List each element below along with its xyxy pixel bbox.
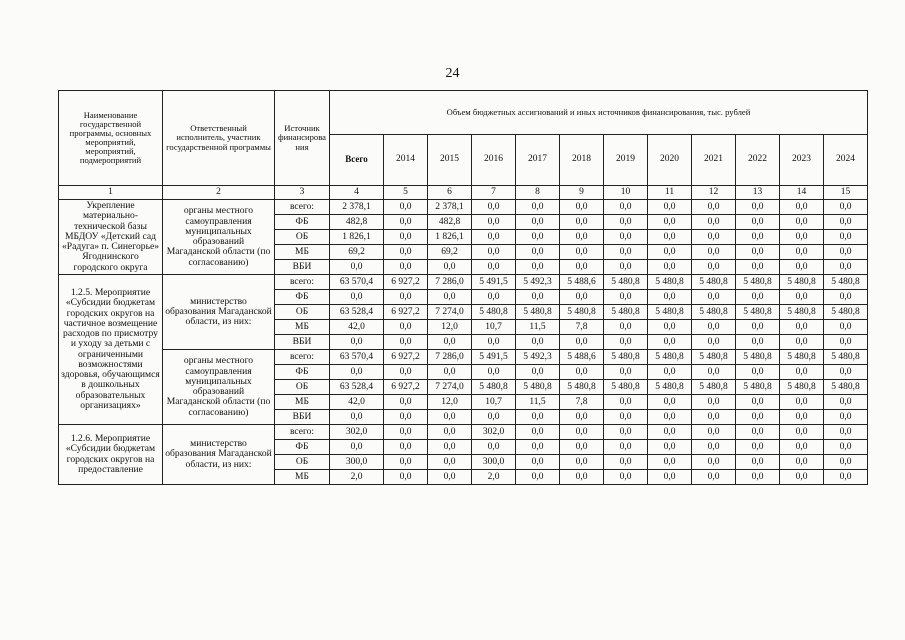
value-year: 0,0 bbox=[824, 425, 868, 440]
value-year: 0,0 bbox=[692, 470, 736, 485]
value-year: 0,0 bbox=[384, 455, 428, 470]
value-year: 0,0 bbox=[428, 470, 472, 485]
value-year: 5 480,8 bbox=[736, 380, 780, 395]
value-year: 0,0 bbox=[560, 335, 604, 350]
funding-source: ФБ bbox=[275, 290, 330, 305]
value-year: 0,0 bbox=[648, 410, 692, 425]
funding-source: всего: bbox=[275, 425, 330, 440]
value-total: 482,8 bbox=[330, 215, 384, 230]
value-year: 0,0 bbox=[472, 260, 516, 275]
value-total: 42,0 bbox=[330, 320, 384, 335]
column-number: 9 bbox=[560, 186, 604, 200]
header-year: 2016 bbox=[472, 135, 516, 186]
value-year: 6 927,2 bbox=[384, 380, 428, 395]
value-year: 6 927,2 bbox=[384, 305, 428, 320]
header-year: 2018 bbox=[560, 135, 604, 186]
value-year: 0,0 bbox=[736, 320, 780, 335]
value-year: 0,0 bbox=[604, 395, 648, 410]
value-year: 5 480,8 bbox=[780, 350, 824, 365]
value-year: 7 286,0 bbox=[428, 275, 472, 290]
value-year: 0,0 bbox=[736, 410, 780, 425]
value-year: 11,5 bbox=[516, 395, 560, 410]
responsible-executor: министерство образования Магаданской области, из них: bbox=[163, 275, 275, 350]
value-year: 0,0 bbox=[692, 335, 736, 350]
header-year: 2023 bbox=[780, 135, 824, 186]
value-year: 5 492,3 bbox=[516, 350, 560, 365]
value-year: 0,0 bbox=[516, 365, 560, 380]
value-year: 0,0 bbox=[604, 425, 648, 440]
value-year: 2,0 bbox=[472, 470, 516, 485]
value-year: 0,0 bbox=[428, 335, 472, 350]
header-year: 2015 bbox=[428, 135, 472, 186]
value-year: 0,0 bbox=[428, 425, 472, 440]
responsible-executor: министерство образования Магаданской области, из них: bbox=[163, 425, 275, 485]
value-year: 0,0 bbox=[648, 230, 692, 245]
value-year: 0,0 bbox=[560, 245, 604, 260]
value-year: 0,0 bbox=[516, 455, 560, 470]
value-year: 0,0 bbox=[428, 410, 472, 425]
value-total: 1 826,1 bbox=[330, 230, 384, 245]
value-year: 0,0 bbox=[692, 215, 736, 230]
value-year: 0,0 bbox=[604, 215, 648, 230]
value-year: 0,0 bbox=[692, 440, 736, 455]
header-year: 2020 bbox=[648, 135, 692, 186]
value-total: 0,0 bbox=[330, 335, 384, 350]
value-year: 482,8 bbox=[428, 215, 472, 230]
value-year: 0,0 bbox=[824, 365, 868, 380]
program-name: Укрепление материально-технической базы МБДОУ «Детский сад «Радуга» п. Синегорье» Ягоднинского городского округа bbox=[59, 200, 163, 275]
funding-source: всего: bbox=[275, 350, 330, 365]
value-year: 0,0 bbox=[604, 410, 648, 425]
value-year: 0,0 bbox=[780, 230, 824, 245]
value-total: 0,0 bbox=[330, 290, 384, 305]
value-year: 0,0 bbox=[384, 320, 428, 335]
value-year: 0,0 bbox=[824, 455, 868, 470]
value-year: 11,5 bbox=[516, 320, 560, 335]
column-number: 15 bbox=[824, 186, 868, 200]
value-year: 0,0 bbox=[824, 410, 868, 425]
responsible-executor: органы местного самоуправления муниципальных образований Магаданской области (по согласованию) bbox=[163, 200, 275, 275]
value-total: 42,0 bbox=[330, 395, 384, 410]
value-total: 0,0 bbox=[330, 440, 384, 455]
value-year: 5 480,8 bbox=[472, 305, 516, 320]
value-year: 0,0 bbox=[824, 470, 868, 485]
value-year: 0,0 bbox=[560, 425, 604, 440]
value-year: 0,0 bbox=[736, 335, 780, 350]
value-year: 0,0 bbox=[560, 470, 604, 485]
value-year: 0,0 bbox=[648, 320, 692, 335]
value-year: 5 488,6 bbox=[560, 275, 604, 290]
value-year: 0,0 bbox=[824, 230, 868, 245]
value-year: 0,0 bbox=[736, 470, 780, 485]
value-year: 0,0 bbox=[472, 440, 516, 455]
value-year: 0,0 bbox=[780, 395, 824, 410]
value-year: 0,0 bbox=[516, 440, 560, 455]
value-year: 0,0 bbox=[692, 230, 736, 245]
value-year: 0,0 bbox=[736, 425, 780, 440]
value-year: 0,0 bbox=[604, 245, 648, 260]
table-row bbox=[59, 200, 868, 215]
value-year: 0,0 bbox=[780, 215, 824, 230]
value-year: 0,0 bbox=[736, 290, 780, 305]
value-year: 0,0 bbox=[560, 410, 604, 425]
value-year: 0,0 bbox=[384, 440, 428, 455]
value-year: 0,0 bbox=[604, 335, 648, 350]
value-year: 0,0 bbox=[516, 215, 560, 230]
value-year: 0,0 bbox=[516, 290, 560, 305]
funding-source: ВБИ bbox=[275, 260, 330, 275]
value-year: 0,0 bbox=[384, 470, 428, 485]
value-year: 0,0 bbox=[780, 290, 824, 305]
header-name: Наименование государственной программы, основных мероприятий, мероприятий, подмероприятий bbox=[59, 91, 163, 186]
table-header bbox=[59, 91, 868, 200]
value-year: 0,0 bbox=[384, 395, 428, 410]
column-number: 7 bbox=[472, 186, 516, 200]
value-year: 0,0 bbox=[736, 440, 780, 455]
financing-table bbox=[58, 90, 868, 485]
value-year: 0,0 bbox=[604, 470, 648, 485]
value-year: 0,0 bbox=[472, 200, 516, 215]
value-year: 5 480,8 bbox=[824, 380, 868, 395]
value-year: 0,0 bbox=[516, 200, 560, 215]
value-year: 0,0 bbox=[604, 200, 648, 215]
table-body bbox=[59, 200, 868, 485]
value-year: 0,0 bbox=[560, 230, 604, 245]
value-year: 6 927,2 bbox=[384, 350, 428, 365]
header-year: 2017 bbox=[516, 135, 560, 186]
value-total: 0,0 bbox=[330, 410, 384, 425]
value-year: 0,0 bbox=[604, 320, 648, 335]
value-year: 0,0 bbox=[736, 245, 780, 260]
value-year: 0,0 bbox=[824, 395, 868, 410]
value-total: 2 378,1 bbox=[330, 200, 384, 215]
value-year: 69,2 bbox=[428, 245, 472, 260]
value-year: 0,0 bbox=[604, 455, 648, 470]
value-year: 0,0 bbox=[516, 410, 560, 425]
value-total: 300,0 bbox=[330, 455, 384, 470]
value-total: 63 528,4 bbox=[330, 305, 384, 320]
value-year: 0,0 bbox=[516, 335, 560, 350]
column-number: 13 bbox=[736, 186, 780, 200]
program-name: 1.2.5. Мероприятие «Субсидии бюджетам городских округов на частичное возмещение расходов по присмотру и уходу за детьми с ограниченными возможностями здоровья, обучающимся в дошкольных образовательных организациях» bbox=[59, 275, 163, 425]
value-year: 0,0 bbox=[780, 245, 824, 260]
value-year: 0,0 bbox=[692, 260, 736, 275]
value-year: 0,0 bbox=[824, 335, 868, 350]
value-year: 5 480,8 bbox=[780, 380, 824, 395]
value-year: 5 480,8 bbox=[736, 350, 780, 365]
value-year: 5 480,8 bbox=[648, 275, 692, 290]
header-year: 2024 bbox=[824, 135, 868, 186]
value-year: 5 480,8 bbox=[604, 350, 648, 365]
value-year: 5 480,8 bbox=[604, 380, 648, 395]
value-year: 5 480,8 bbox=[516, 305, 560, 320]
value-year: 0,0 bbox=[736, 215, 780, 230]
value-year: 5 480,8 bbox=[736, 275, 780, 290]
value-year: 0,0 bbox=[384, 290, 428, 305]
value-year: 5 480,8 bbox=[692, 380, 736, 395]
value-year: 0,0 bbox=[692, 395, 736, 410]
value-year: 0,0 bbox=[780, 455, 824, 470]
program-name: 1.2.6. Мероприятие «Субсидии бюджетам городских округов на предоставление bbox=[59, 425, 163, 485]
value-year: 0,0 bbox=[560, 455, 604, 470]
value-year: 1 826,1 bbox=[428, 230, 472, 245]
value-year: 5 480,8 bbox=[516, 380, 560, 395]
header-year: 2021 bbox=[692, 135, 736, 186]
header-volume: Объем бюджетных ассигнований и иных источников финансирования, тыс. рублей bbox=[330, 91, 868, 135]
value-year: 0,0 bbox=[648, 215, 692, 230]
value-year: 0,0 bbox=[560, 215, 604, 230]
funding-source: всего: bbox=[275, 275, 330, 290]
header-source: Источник финансирова ния bbox=[275, 91, 330, 186]
column-number: 8 bbox=[516, 186, 560, 200]
value-year: 0,0 bbox=[736, 200, 780, 215]
funding-source: МБ bbox=[275, 245, 330, 260]
value-year: 0,0 bbox=[780, 365, 824, 380]
column-number: 6 bbox=[428, 186, 472, 200]
value-year: 0,0 bbox=[516, 260, 560, 275]
value-year: 0,0 bbox=[472, 365, 516, 380]
value-year: 0,0 bbox=[428, 440, 472, 455]
column-number: 5 bbox=[384, 186, 428, 200]
value-year: 5 480,8 bbox=[692, 350, 736, 365]
column-number: 3 bbox=[275, 186, 330, 200]
value-year: 0,0 bbox=[384, 425, 428, 440]
value-year: 6 927,2 bbox=[384, 275, 428, 290]
value-year: 0,0 bbox=[560, 260, 604, 275]
value-year: 5 492,3 bbox=[516, 275, 560, 290]
funding-source: ОБ bbox=[275, 380, 330, 395]
value-year: 7 286,0 bbox=[428, 350, 472, 365]
funding-source: ОБ bbox=[275, 230, 330, 245]
value-year: 0,0 bbox=[824, 215, 868, 230]
value-year: 0,0 bbox=[824, 440, 868, 455]
value-year: 12,0 bbox=[428, 395, 472, 410]
value-year: 7,8 bbox=[560, 395, 604, 410]
value-year: 0,0 bbox=[824, 245, 868, 260]
header-year: 2019 bbox=[604, 135, 648, 186]
value-year: 0,0 bbox=[604, 260, 648, 275]
value-total: 2,0 bbox=[330, 470, 384, 485]
value-year: 0,0 bbox=[560, 440, 604, 455]
value-year: 0,0 bbox=[472, 245, 516, 260]
value-year: 5 480,8 bbox=[780, 305, 824, 320]
value-year: 7,8 bbox=[560, 320, 604, 335]
value-year: 5 480,8 bbox=[604, 275, 648, 290]
value-year: 0,0 bbox=[428, 455, 472, 470]
value-year: 0,0 bbox=[384, 215, 428, 230]
value-year: 0,0 bbox=[824, 200, 868, 215]
value-total: 63 528,4 bbox=[330, 380, 384, 395]
value-year: 7 274,0 bbox=[428, 380, 472, 395]
funding-source: МБ bbox=[275, 470, 330, 485]
funding-source: ОБ bbox=[275, 305, 330, 320]
column-number: 1 bbox=[59, 186, 163, 200]
value-total: 69,2 bbox=[330, 245, 384, 260]
value-year: 5 480,8 bbox=[560, 380, 604, 395]
value-year: 5 491,5 bbox=[472, 350, 516, 365]
funding-source: ФБ bbox=[275, 440, 330, 455]
header-year: 2014 bbox=[384, 135, 428, 186]
value-year: 0,0 bbox=[384, 260, 428, 275]
value-year: 0,0 bbox=[692, 245, 736, 260]
value-year: 0,0 bbox=[428, 290, 472, 305]
value-year: 0,0 bbox=[472, 230, 516, 245]
value-year: 0,0 bbox=[648, 395, 692, 410]
table-row bbox=[59, 350, 868, 365]
value-year: 10,7 bbox=[472, 320, 516, 335]
value-year: 0,0 bbox=[648, 470, 692, 485]
value-year: 302,0 bbox=[472, 425, 516, 440]
value-year: 10,7 bbox=[472, 395, 516, 410]
value-year: 0,0 bbox=[692, 200, 736, 215]
value-year: 0,0 bbox=[560, 200, 604, 215]
value-year: 0,0 bbox=[648, 455, 692, 470]
value-year: 5 480,8 bbox=[648, 350, 692, 365]
value-year: 0,0 bbox=[736, 395, 780, 410]
value-year: 0,0 bbox=[384, 335, 428, 350]
table-row bbox=[59, 275, 868, 290]
responsible-executor: органы местного самоуправления муниципальных образований Магаданской области (по согласованию) bbox=[163, 350, 275, 425]
value-year: 5 480,8 bbox=[736, 305, 780, 320]
column-number-row bbox=[59, 186, 868, 200]
value-year: 5 480,8 bbox=[648, 305, 692, 320]
value-year: 300,0 bbox=[472, 455, 516, 470]
value-year: 0,0 bbox=[560, 290, 604, 305]
value-year: 5 480,8 bbox=[692, 305, 736, 320]
value-year: 0,0 bbox=[516, 425, 560, 440]
value-year: 0,0 bbox=[384, 230, 428, 245]
value-year: 0,0 bbox=[516, 230, 560, 245]
value-year: 0,0 bbox=[648, 245, 692, 260]
value-year: 0,0 bbox=[692, 320, 736, 335]
value-year: 5 480,8 bbox=[472, 380, 516, 395]
value-year: 0,0 bbox=[824, 320, 868, 335]
column-number: 10 bbox=[604, 186, 648, 200]
funding-source: МБ bbox=[275, 320, 330, 335]
value-total: 63 570,4 bbox=[330, 350, 384, 365]
value-year: 0,0 bbox=[428, 365, 472, 380]
funding-source: ВБИ bbox=[275, 410, 330, 425]
funding-source: ВБИ bbox=[275, 335, 330, 350]
value-year: 5 480,8 bbox=[824, 350, 868, 365]
value-year: 0,0 bbox=[384, 245, 428, 260]
column-number: 4 bbox=[330, 186, 384, 200]
value-year: 0,0 bbox=[780, 410, 824, 425]
value-year: 0,0 bbox=[560, 365, 604, 380]
value-year: 0,0 bbox=[384, 410, 428, 425]
value-total: 0,0 bbox=[330, 260, 384, 275]
value-year: 0,0 bbox=[472, 410, 516, 425]
value-year: 0,0 bbox=[824, 290, 868, 305]
value-year: 0,0 bbox=[648, 290, 692, 305]
header-responsible: Ответственный исполнитель, участник государственной программы bbox=[163, 91, 275, 186]
value-year: 0,0 bbox=[780, 335, 824, 350]
value-year: 0,0 bbox=[648, 335, 692, 350]
funding-source: ФБ bbox=[275, 215, 330, 230]
value-year: 0,0 bbox=[780, 425, 824, 440]
value-year: 5 480,8 bbox=[560, 305, 604, 320]
value-year: 0,0 bbox=[604, 290, 648, 305]
value-year: 0,0 bbox=[604, 440, 648, 455]
funding-source: МБ bbox=[275, 395, 330, 410]
funding-source: всего: bbox=[275, 200, 330, 215]
value-year: 5 480,8 bbox=[648, 380, 692, 395]
value-year: 0,0 bbox=[780, 320, 824, 335]
value-year: 0,0 bbox=[780, 440, 824, 455]
column-number: 14 bbox=[780, 186, 824, 200]
value-year: 12,0 bbox=[428, 320, 472, 335]
value-year: 0,0 bbox=[648, 365, 692, 380]
header-year: 2022 bbox=[736, 135, 780, 186]
value-year: 0,0 bbox=[648, 260, 692, 275]
value-year: 7 274,0 bbox=[428, 305, 472, 320]
value-year: 0,0 bbox=[472, 215, 516, 230]
value-year: 0,0 bbox=[692, 425, 736, 440]
value-year: 0,0 bbox=[692, 455, 736, 470]
value-year: 5 480,8 bbox=[824, 305, 868, 320]
value-year: 0,0 bbox=[692, 410, 736, 425]
value-total: 63 570,4 bbox=[330, 275, 384, 290]
funding-source: ОБ bbox=[275, 455, 330, 470]
value-year: 0,0 bbox=[428, 260, 472, 275]
column-number: 2 bbox=[163, 186, 275, 200]
value-total: 0,0 bbox=[330, 365, 384, 380]
value-year: 0,0 bbox=[736, 230, 780, 245]
value-year: 5 491,5 bbox=[472, 275, 516, 290]
value-year: 0,0 bbox=[648, 440, 692, 455]
value-year: 0,0 bbox=[780, 470, 824, 485]
value-year: 0,0 bbox=[516, 470, 560, 485]
value-year: 0,0 bbox=[384, 200, 428, 215]
value-year: 5 480,8 bbox=[824, 275, 868, 290]
value-year: 5 480,8 bbox=[604, 305, 648, 320]
page-number: 24 bbox=[445, 66, 460, 81]
header-total: Всего bbox=[330, 135, 384, 186]
value-year: 0,0 bbox=[604, 365, 648, 380]
value-year: 0,0 bbox=[780, 260, 824, 275]
value-year: 0,0 bbox=[516, 245, 560, 260]
column-number: 11 bbox=[648, 186, 692, 200]
value-year: 0,0 bbox=[736, 365, 780, 380]
value-year: 0,0 bbox=[384, 365, 428, 380]
value-year: 0,0 bbox=[736, 455, 780, 470]
value-year: 0,0 bbox=[692, 365, 736, 380]
value-total: 302,0 bbox=[330, 425, 384, 440]
value-year: 0,0 bbox=[472, 290, 516, 305]
value-year: 2 378,1 bbox=[428, 200, 472, 215]
column-number: 12 bbox=[692, 186, 736, 200]
value-year: 0,0 bbox=[736, 260, 780, 275]
value-year: 0,0 bbox=[780, 200, 824, 215]
value-year: 5 480,8 bbox=[780, 275, 824, 290]
value-year: 0,0 bbox=[824, 260, 868, 275]
value-year: 5 488,6 bbox=[560, 350, 604, 365]
value-year: 0,0 bbox=[648, 200, 692, 215]
value-year: 0,0 bbox=[692, 290, 736, 305]
funding-source: ФБ bbox=[275, 365, 330, 380]
value-year: 0,0 bbox=[604, 230, 648, 245]
value-year: 0,0 bbox=[648, 425, 692, 440]
value-year: 0,0 bbox=[472, 335, 516, 350]
table-row bbox=[59, 425, 868, 440]
value-year: 5 480,8 bbox=[692, 275, 736, 290]
